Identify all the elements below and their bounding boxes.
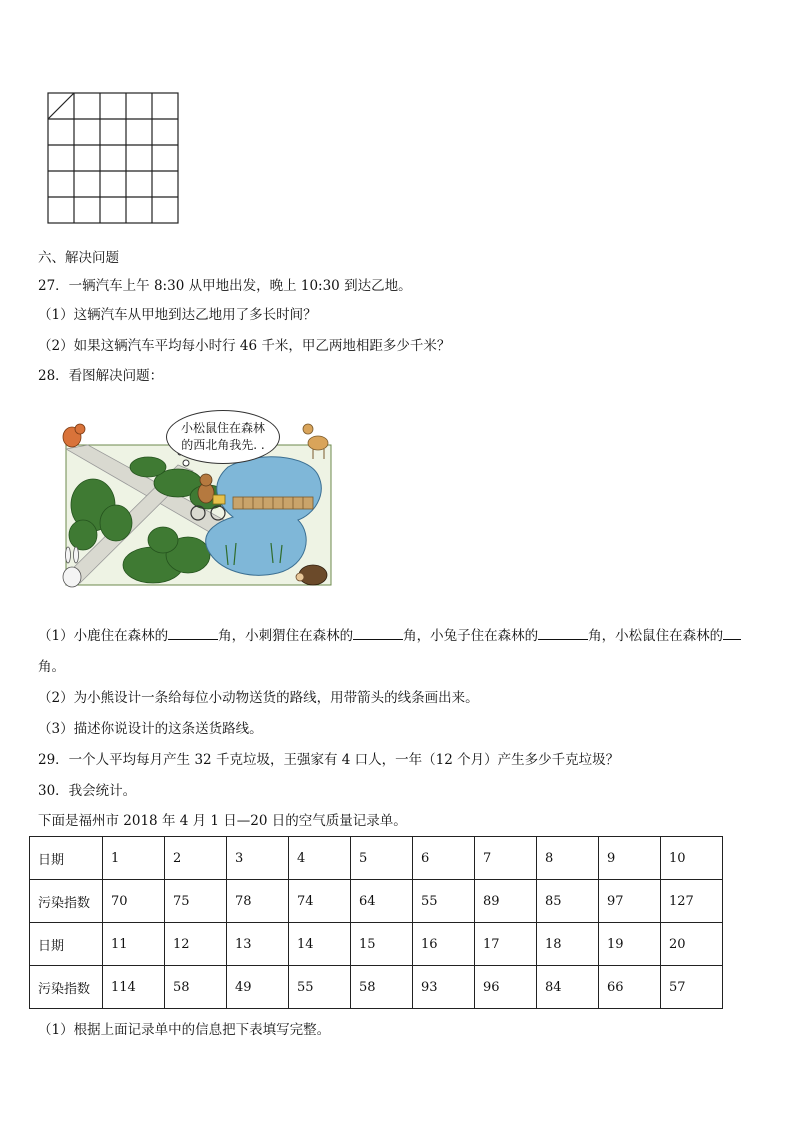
answer-blank[interactable] xyxy=(538,627,588,640)
table-cell: 84 xyxy=(537,966,599,1009)
q27-stem: 27．一辆汽车上午 8:30 从甲地出发，晚上 10:30 到达乙地。 xyxy=(38,278,412,294)
table-cell: 3 xyxy=(227,837,289,880)
table-cell: 78 xyxy=(227,880,289,923)
table-cell: 58 xyxy=(351,966,413,1009)
q28-part1-e: 角。 xyxy=(38,659,65,675)
table-cell: 17 xyxy=(475,923,537,966)
q28-part1 xyxy=(38,624,741,644)
table-cell: 74 xyxy=(289,880,351,923)
table-cell: 6 xyxy=(413,837,475,880)
q30-intro: 下面是福州市 2018 年 4 月 1 日—20 日的空气质量记录单。 xyxy=(38,813,407,829)
q28-part1-b: 角，小刺猬住在森林的 xyxy=(218,628,354,644)
table-cell: 4 xyxy=(289,837,351,880)
air-quality-table xyxy=(29,836,723,1009)
table-cell: 114 xyxy=(103,966,165,1009)
table-cell: 5 xyxy=(351,837,413,880)
answer-blank[interactable] xyxy=(353,627,403,640)
bubble-line1: 小松鼠住在森林 xyxy=(180,421,265,435)
table-cell: 14 xyxy=(289,923,351,966)
table-cell: 13 xyxy=(227,923,289,966)
answer-blank[interactable] xyxy=(723,627,741,640)
table-cell: 8 xyxy=(537,837,599,880)
speech-bubble xyxy=(166,410,280,464)
table-cell: 11 xyxy=(103,923,165,966)
table-cell: 58 xyxy=(165,966,227,1009)
table-cell: 93 xyxy=(413,966,475,1009)
q28-stem: 28．看图解决问题： xyxy=(38,368,164,384)
q28-part3: （3）描述你说设计的这条送货路线。 xyxy=(38,721,263,737)
table-cell: 64 xyxy=(351,880,413,923)
q27-part2: （2）如果这辆汽车平均每小时行 46 千米，甲乙两地相距多少千米？ xyxy=(38,338,451,354)
table-cell: 70 xyxy=(103,880,165,923)
q29-stem: 29．一个人平均每月产生 32 千克垃圾，王强家有 4 口人，一年（12 个月）产生多少千克垃圾？ xyxy=(38,752,620,768)
table-cell: 127 xyxy=(661,880,723,923)
table-cell: 89 xyxy=(475,880,537,923)
table-cell: 12 xyxy=(165,923,227,966)
table-cell: 7 xyxy=(475,837,537,880)
table-cell: 55 xyxy=(289,966,351,1009)
q27-part1: （1）这辆汽车从甲地到达乙地用了多长时间？ xyxy=(38,307,317,323)
q30-stem: 30．我会统计。 xyxy=(38,783,137,799)
table-cell: 1 xyxy=(103,837,165,880)
section-title: 六、解决问题 xyxy=(38,250,119,266)
q30-part1: （1）根据上面记录单中的信息把下表填写完整。 xyxy=(38,1022,331,1038)
table-cell: 66 xyxy=(599,966,661,1009)
bubble-line2: 的西北角我先. . xyxy=(181,438,265,452)
row-header: 日期 xyxy=(30,837,103,880)
table-row xyxy=(30,923,723,966)
table-cell: 19 xyxy=(599,923,661,966)
row-header: 污染指数 xyxy=(30,880,103,923)
table-cell: 49 xyxy=(227,966,289,1009)
q28-part1-a: （1）小鹿住在森林的 xyxy=(38,628,169,644)
table-cell: 9 xyxy=(599,837,661,880)
table-cell: 75 xyxy=(165,880,227,923)
table-cell: 96 xyxy=(475,966,537,1009)
table-row xyxy=(30,880,723,923)
q28-part2: （2）为小熊设计一条给每位小动物送货的路线，用带箭头的线条画出来。 xyxy=(38,690,479,706)
squirrel-icon xyxy=(63,424,85,447)
table-row xyxy=(30,966,723,1009)
row-header: 日期 xyxy=(30,923,103,966)
table-row xyxy=(30,837,723,880)
table-cell: 15 xyxy=(351,923,413,966)
q28-part1-d: 角，小松鼠住在森林的 xyxy=(588,628,724,644)
table-cell: 55 xyxy=(413,880,475,923)
table-cell: 20 xyxy=(661,923,723,966)
answer-blank[interactable] xyxy=(168,627,218,640)
square-grid xyxy=(47,92,179,224)
row-header: 污染指数 xyxy=(30,966,103,1009)
table-cell: 18 xyxy=(537,923,599,966)
table-cell: 97 xyxy=(599,880,661,923)
q28-part1-c: 角，小兔子住在森林的 xyxy=(403,628,539,644)
table-cell: 16 xyxy=(413,923,475,966)
table-cell: 2 xyxy=(165,837,227,880)
table-cell: 85 xyxy=(537,880,599,923)
table-cell: 57 xyxy=(661,966,723,1009)
table-cell: 10 xyxy=(661,837,723,880)
